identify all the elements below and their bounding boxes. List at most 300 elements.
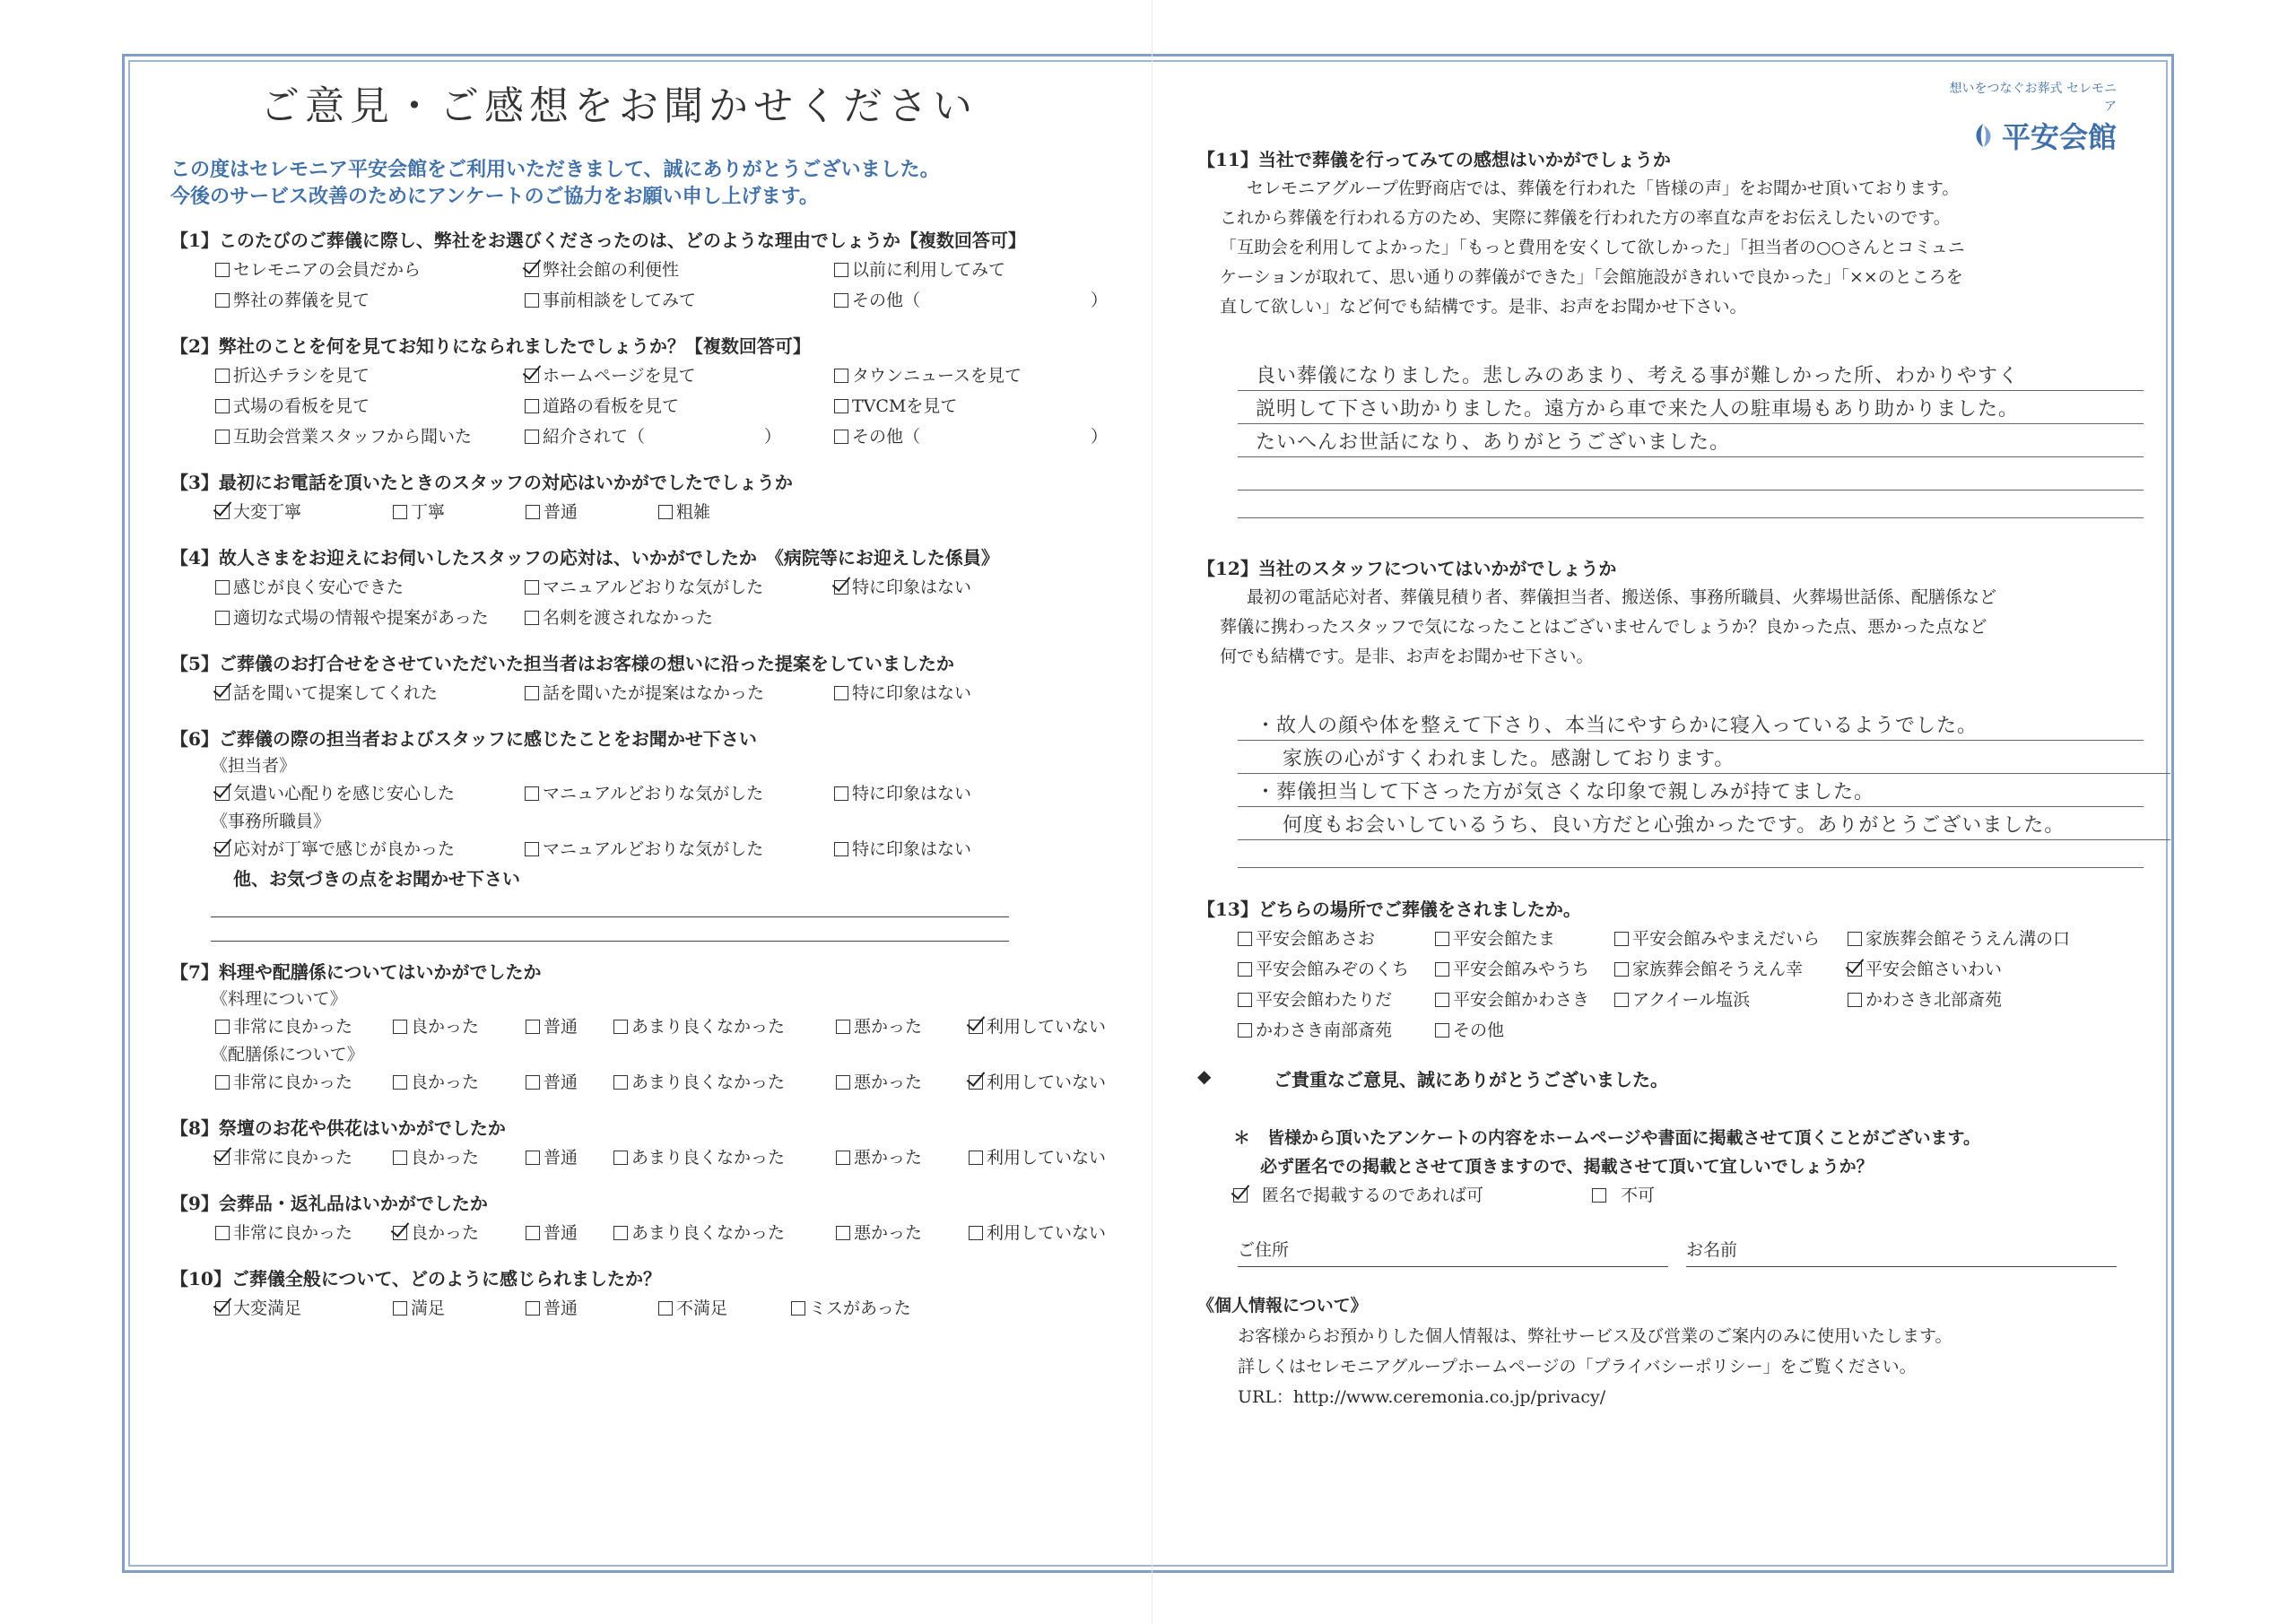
checkbox-icon[interactable] — [1238, 993, 1252, 1007]
checkbox-icon[interactable] — [658, 505, 673, 519]
publish-line: ＊ 皆様から頂いたアンケートの内容をホームページや書面に掲載させて頂くことがございます。 — [1233, 1128, 1980, 1148]
q4-option[interactable] — [525, 603, 834, 633]
q7-option[interactable] — [836, 1012, 969, 1042]
checkbox-icon[interactable] — [791, 1301, 805, 1316]
option-label: 大変丁寧 — [233, 502, 302, 522]
checkbox-icon[interactable] — [215, 580, 230, 595]
option-label: かわさき北部斎苑 — [1866, 990, 2003, 1010]
checkbox-icon[interactable] — [1238, 962, 1252, 977]
handwritten-answer-line[interactable]: 家族の心がすくわれました。感謝しております。 — [1238, 741, 2170, 774]
option-label: 普通 — [544, 1017, 578, 1037]
diamond-icon: ◆ — [1197, 1065, 1212, 1087]
checkbox-checked-icon[interactable] — [525, 369, 539, 383]
question-8 — [170, 1114, 1130, 1173]
name-field[interactable] — [1686, 1237, 2117, 1267]
checkbox-checked-icon[interactable] — [215, 505, 230, 519]
checkbox-icon[interactable] — [215, 369, 230, 383]
q9-option[interactable] — [613, 1218, 836, 1248]
option-label: 紹介されて（ ） — [543, 427, 782, 447]
option-label: セレモニアの会員だから — [233, 260, 422, 280]
option-label: 利用していない — [987, 1223, 1107, 1243]
checkbox-icon[interactable] — [526, 1226, 540, 1240]
q9-option[interactable] — [969, 1218, 1121, 1248]
sub-label: 《事務所職員》 — [211, 812, 331, 831]
option-label: 悪かった — [854, 1148, 923, 1168]
option-label: 不可 — [1621, 1185, 1656, 1205]
q2-option[interactable] — [834, 391, 1121, 421]
question-11 — [1197, 145, 2139, 518]
question-label: 【11】当社で葬儀を行ってみての感想はいかがでしょうか — [1197, 149, 1671, 170]
question-6 — [170, 725, 1130, 942]
question-label: 【8】祭壇のお花や供花はいかがでしたか — [170, 1117, 506, 1139]
q3-option[interactable] — [215, 497, 393, 527]
checkbox-icon[interactable] — [526, 1151, 540, 1165]
checkbox-icon[interactable] — [1435, 1023, 1449, 1038]
checkbox-icon[interactable] — [393, 1020, 407, 1034]
option-label: 丁寧 — [411, 502, 446, 522]
checkbox-icon[interactable] — [613, 1226, 628, 1240]
sub-label: 《担当者》 — [211, 756, 297, 776]
description-line: ケーションが取れて、思い通りの葬儀ができた」「会館施設がきれいで良かった」「××のところを — [1220, 267, 1963, 287]
privacy-line: お客様からお預かりした個人情報は、弊社サービス及び営業のご案内のみに使用いたします。 — [1238, 1326, 1952, 1346]
option-label: 普通 — [544, 1148, 578, 1168]
checkbox-icon[interactable] — [1592, 1188, 1606, 1203]
checkbox-checked-icon[interactable] — [834, 580, 848, 595]
option-label: 不満足 — [676, 1298, 728, 1318]
q10-option[interactable] — [526, 1293, 658, 1324]
option-label: 平安会館みやうち — [1453, 960, 1590, 979]
q7-option[interactable] — [215, 1012, 393, 1042]
handwritten-answer-line[interactable]: 良い葬儀になりました。悲しみのあまり、考える事が難しかった所、わかりやすく — [1238, 358, 2144, 391]
option-label: 話を聞いて提案してくれた — [233, 683, 439, 703]
contact-fields — [1238, 1237, 2139, 1267]
checkbox-icon[interactable] — [834, 263, 848, 277]
option-label: 特に印象はない — [852, 683, 972, 703]
q6-option[interactable] — [834, 778, 1121, 809]
handwritten-answer-line[interactable] — [1238, 457, 2144, 491]
publish-no-option[interactable] — [1592, 1181, 1655, 1210]
checkbox-icon[interactable] — [393, 1301, 407, 1316]
q9-option[interactable] — [215, 1218, 393, 1248]
q1-option[interactable] — [525, 255, 834, 285]
privacy-url-link[interactable]: URL：http://www.ceremonia.co.jp/privacy/ — [1238, 1387, 1606, 1407]
privacy-line: 詳しくはセレモニアグループホームページの「プライバシーポリシー」をご覧ください。 — [1238, 1357, 1917, 1376]
option-label: TVCMを見て — [852, 396, 958, 416]
option-label: 気遣い心配りを感じ安心した — [233, 784, 456, 803]
q10-option[interactable] — [215, 1293, 393, 1324]
q2-option[interactable] — [834, 360, 1121, 391]
handwritten-answer-line[interactable]: ・故人の顔や体を整えて下さり、本当にやすらかに寝入っているようでした。 — [1238, 708, 2144, 741]
checkbox-icon[interactable] — [1435, 932, 1449, 946]
q4-option[interactable] — [525, 572, 834, 603]
q6-option[interactable] — [525, 778, 834, 809]
q7-option[interactable] — [393, 1067, 526, 1098]
checkbox-icon[interactable] — [613, 1020, 628, 1034]
question-label: 【1】このたびのご葬儀に際し、弊社をお選びくださったのは、どのような理由でしょうか【複数回答可】 — [170, 230, 1026, 251]
option-label: 平安会館かわさき — [1453, 990, 1590, 1010]
q6-option[interactable] — [215, 834, 525, 864]
q3-option[interactable] — [658, 497, 791, 527]
option-label: 普通 — [544, 1298, 578, 1318]
option-label: 非常に良かった — [233, 1223, 353, 1243]
checkbox-icon[interactable] — [836, 1020, 850, 1034]
checkbox-checked-icon[interactable] — [215, 1301, 230, 1316]
handwritten-answer-line[interactable]: たいへんお世話になり、ありがとうございました。 — [1238, 424, 2144, 457]
option-label: 感じが良く安心できた — [233, 578, 404, 597]
q1-option[interactable] — [834, 255, 1121, 285]
checkbox-icon[interactable] — [836, 1226, 850, 1240]
checkbox-icon[interactable] — [215, 1075, 230, 1090]
q9-option[interactable] — [393, 1218, 526, 1248]
q7-option[interactable] — [836, 1067, 969, 1098]
q9-option[interactable] — [836, 1218, 969, 1248]
publish-line: 必ず匿名での掲載とさせて頂きますので、掲載させて頂いて宜しいでしょうか？ — [1260, 1157, 1874, 1177]
publish-consent — [1233, 1124, 2139, 1210]
q10-option[interactable] — [393, 1293, 526, 1324]
thanks-text: ご貴重なご意見、誠にありがとうございました。 — [1274, 1069, 1668, 1090]
option-label: マニュアルどおりな気がした — [543, 784, 764, 803]
address-label: ご住所 — [1238, 1240, 1290, 1260]
option-label: あまり良くなかった — [631, 1223, 786, 1243]
checkbox-icon[interactable] — [834, 686, 848, 700]
option-label: 平安会館さいわい — [1866, 960, 2003, 979]
option-label: 匿名で掲載するのであれば可 — [1262, 1185, 1484, 1205]
question-2 — [170, 332, 1130, 452]
q13-option[interactable] — [1848, 985, 2090, 1015]
option-label: 平安会館みやまえだいら — [1632, 929, 1821, 949]
q13-option[interactable] — [1435, 1015, 1614, 1046]
q2-option[interactable] — [834, 421, 1121, 452]
option-label: 非常に良かった — [233, 1073, 353, 1092]
option-label: あまり良くなかった — [631, 1017, 786, 1037]
q9-option[interactable] — [526, 1218, 613, 1248]
q5-option[interactable] — [215, 678, 525, 708]
checkbox-icon[interactable] — [1435, 993, 1449, 1007]
option-label: 平安会館みぞのくち — [1256, 960, 1410, 979]
option-label: 満足 — [411, 1298, 446, 1318]
q13-option[interactable] — [1435, 924, 1614, 954]
question-label: 【12】当社のスタッフについてはいかがでしょうか — [1197, 558, 1617, 579]
checkbox-icon[interactable] — [215, 430, 230, 444]
checkbox-icon[interactable] — [393, 1151, 407, 1165]
q4-option[interactable] — [834, 572, 1121, 603]
q7-option[interactable] — [526, 1012, 613, 1042]
publish-yes-option[interactable] — [1233, 1181, 1592, 1210]
checkbox-checked-icon[interactable] — [215, 1151, 230, 1165]
q1-option[interactable] — [834, 285, 1121, 316]
q8-option[interactable] — [393, 1142, 526, 1173]
checkbox-checked-icon[interactable] — [969, 1075, 983, 1090]
option-label: 応対が丁寧で感じが良かった — [233, 839, 456, 859]
question-label: 【3】最初にお電話を頂いたときのスタッフの対応はいかがでしたでしょうか — [170, 472, 793, 493]
description-line: 何でも結構です。是非、お声をお聞かせ下さい。 — [1220, 647, 1594, 666]
checkbox-icon[interactable] — [1848, 993, 1862, 1007]
option-label: 平安会館わたりだ — [1256, 990, 1393, 1010]
address-field[interactable] — [1238, 1237, 1668, 1267]
question-5 — [170, 649, 1130, 708]
answer-line[interactable] — [1238, 840, 2144, 868]
checkbox-icon[interactable] — [525, 786, 539, 801]
option-label: 平安会館あさお — [1256, 929, 1376, 949]
question-label: 【7】料理や配膳係についてはいかがでしたか — [170, 961, 542, 983]
question-label: 【13】どちらの場所でご葬儀をされましたか。 — [1197, 899, 1581, 920]
checkbox-icon[interactable] — [1435, 962, 1449, 977]
checkbox-icon[interactable] — [526, 505, 540, 519]
option-label: 家族葬会館そうえん幸 — [1632, 960, 1804, 979]
option-label: 悪かった — [854, 1017, 923, 1037]
handwritten-answer-line[interactable]: 何度もお会いしているうち、良い方だと心強かったです。ありがとうございました。 — [1238, 807, 2170, 840]
q13-option[interactable] — [1238, 924, 1435, 954]
checkbox-icon[interactable] — [1614, 993, 1629, 1007]
q2-option[interactable] — [215, 421, 525, 452]
option-label: 普通 — [544, 1073, 578, 1092]
left-page — [170, 63, 1130, 1324]
option-label: 弊社の葬儀を見て — [233, 291, 370, 310]
q13-option[interactable] — [1435, 985, 1614, 1015]
comment-line[interactable] — [211, 893, 1009, 917]
q7-option[interactable] — [215, 1067, 393, 1098]
q11-description — [1220, 174, 2139, 322]
question-10 — [170, 1264, 1130, 1324]
q13-option[interactable] — [1614, 985, 1848, 1015]
intro-line: 今後のサービス改善のためにアンケートのご協力をお願い申し上げます。 — [170, 185, 819, 208]
q4-option[interactable] — [215, 603, 525, 633]
checkbox-icon[interactable] — [834, 399, 848, 413]
question-13 — [1197, 895, 2139, 1046]
checkbox-icon[interactable] — [526, 1075, 540, 1090]
q8-option[interactable] — [969, 1142, 1121, 1173]
option-label: あまり良くなかった — [631, 1148, 786, 1168]
option-label: マニュアルどおりな気がした — [543, 839, 764, 859]
q2-option[interactable] — [525, 360, 834, 391]
checkbox-icon[interactable] — [215, 1226, 230, 1240]
q5-option[interactable] — [525, 678, 834, 708]
checkbox-icon[interactable] — [525, 611, 539, 625]
checkbox-icon[interactable] — [525, 293, 539, 308]
option-label: 利用していない — [987, 1148, 1107, 1168]
option-label: 特に印象はない — [852, 784, 972, 803]
comment-line[interactable] — [211, 917, 1009, 942]
checkbox-checked-icon[interactable] — [215, 842, 230, 856]
option-label: 式場の看板を見て — [233, 396, 370, 416]
q8-option[interactable] — [215, 1142, 393, 1173]
checkbox-checked-icon[interactable] — [215, 686, 230, 700]
checkbox-icon[interactable] — [393, 1075, 407, 1090]
checkbox-icon[interactable] — [1614, 932, 1629, 946]
option-label: ミスがあった — [809, 1298, 911, 1318]
logo-tagline: 想いをつなぐお葬式 セレモニア — [1949, 82, 2117, 114]
option-label: 粗雑 — [676, 502, 711, 522]
q6-option[interactable] — [525, 834, 834, 864]
checkbox-icon[interactable] — [215, 399, 230, 413]
option-label: 良かった — [411, 1223, 480, 1243]
checkbox-icon[interactable] — [1238, 1023, 1252, 1038]
q2-option[interactable] — [525, 421, 834, 452]
checkbox-icon[interactable] — [969, 1226, 983, 1240]
option-label: その他（ ） — [852, 291, 1109, 310]
option-label: 話を聞いたが提案はなかった — [543, 683, 765, 703]
checkbox-icon[interactable] — [526, 1301, 540, 1316]
q7-option[interactable] — [613, 1012, 836, 1042]
q7-option[interactable] — [613, 1067, 836, 1098]
logo-name: 平安会館 — [2001, 120, 2117, 154]
option-label: 大変満足 — [233, 1298, 302, 1318]
q6-option[interactable] — [215, 778, 525, 809]
thanks-row — [1197, 1065, 2139, 1091]
description-line: これから葬儀を行われる方のため、実際に葬儀を行われた方の率直な声をお伝えしたいのです。 — [1220, 208, 1951, 228]
checkbox-icon[interactable] — [969, 1151, 983, 1165]
q1-option[interactable] — [215, 285, 525, 316]
option-label: その他（ ） — [852, 427, 1109, 447]
q7-option[interactable] — [969, 1012, 1121, 1042]
option-label: 普通 — [544, 502, 578, 522]
checkbox-icon[interactable] — [215, 1020, 230, 1034]
q8-option[interactable] — [836, 1142, 969, 1173]
checkbox-icon[interactable] — [836, 1151, 850, 1165]
page-title: ご意見・ご感想をお聞かせください — [260, 83, 978, 129]
option-label: あまり良くなかった — [631, 1073, 786, 1092]
checkbox-icon[interactable] — [834, 293, 848, 308]
q13-option[interactable] — [1238, 1015, 1435, 1046]
checkbox-icon[interactable] — [613, 1075, 628, 1090]
q13-option[interactable] — [1435, 954, 1614, 985]
checkbox-icon[interactable] — [525, 430, 539, 444]
description-line: セレモニアグループ佐野商店では、葬儀を行われた「皆様の声」をお聞かせ頂いております。 — [1247, 178, 1960, 198]
q8-option[interactable] — [613, 1142, 836, 1173]
checkbox-icon[interactable] — [525, 686, 539, 700]
option-label: 特に印象はない — [852, 578, 972, 597]
q2-option[interactable] — [215, 360, 525, 391]
q13-option[interactable] — [1614, 954, 1848, 985]
intro — [170, 156, 1130, 210]
question-12 — [1197, 554, 2139, 868]
q13-option[interactable] — [1614, 924, 1848, 954]
checkbox-icon[interactable] — [1614, 962, 1629, 977]
checkbox-checked-icon[interactable] — [393, 1226, 407, 1240]
intro-line: この度はセレモニア平安会館をご利用いただきまして、誠にありがとうございました。 — [170, 158, 940, 181]
option-label: 良かった — [411, 1148, 480, 1168]
q7-option[interactable] — [393, 1012, 526, 1042]
q13-option[interactable] — [1238, 954, 1435, 985]
checkbox-icon[interactable] — [1848, 932, 1862, 946]
question-label: 【10】ご葬儀全般について、どのように感じられましたか？ — [170, 1268, 662, 1290]
checkbox-icon[interactable] — [215, 263, 230, 277]
option-label: 平安会館たま — [1453, 929, 1556, 949]
checkbox-icon[interactable] — [525, 580, 539, 595]
checkbox-icon[interactable] — [393, 505, 407, 519]
checkbox-icon[interactable] — [1238, 932, 1252, 946]
privacy-title: 《個人情報について》 — [1197, 1296, 1368, 1316]
option-label: 家族葬会館そうえん溝の口 — [1866, 929, 2071, 949]
option-label: マニュアルどおりな気がした — [543, 578, 764, 597]
option-label: 非常に良かった — [233, 1017, 353, 1037]
option-label: 悪かった — [854, 1073, 923, 1092]
checkbox-icon[interactable] — [836, 1075, 850, 1090]
checkbox-icon[interactable] — [215, 611, 230, 625]
checkbox-icon[interactable] — [526, 1020, 540, 1034]
q10-option[interactable] — [791, 1293, 944, 1324]
q6-option[interactable] — [834, 834, 1121, 864]
option-label: 普通 — [544, 1223, 578, 1243]
option-label: 名刺を渡されなかった — [543, 608, 714, 628]
q8-option[interactable] — [526, 1142, 613, 1173]
other-comments-label: 他、お気づきの点をお聞かせ下さい — [233, 868, 520, 890]
option-label: その他 — [1453, 1020, 1505, 1040]
checkbox-icon[interactable] — [834, 430, 848, 444]
checkbox-checked-icon[interactable] — [1233, 1188, 1248, 1203]
answer-line[interactable] — [1238, 491, 2144, 518]
checkbox-checked-icon[interactable] — [525, 263, 539, 277]
q5-option[interactable] — [834, 678, 1121, 708]
description-line: 葬儀に携わったスタッフで気になったことはございませんでしょうか？良かった点、悪かった点など — [1220, 617, 1987, 637]
option-label: タウンニュースを見て — [852, 366, 1022, 386]
checkbox-icon[interactable] — [525, 842, 539, 856]
question-1 — [170, 226, 1130, 316]
question-7 — [170, 958, 1130, 1098]
option-label: 事前相談をしてみて — [543, 291, 697, 310]
name-label: お名前 — [1686, 1240, 1738, 1260]
q3-option[interactable] — [526, 497, 658, 527]
question-4 — [170, 543, 1130, 633]
handwritten-answer-line[interactable]: 説明して下さい助かりました。遠方から車で来た人の駐車場もあり助かりました。 — [1238, 391, 2144, 424]
question-label: 【6】ご葬儀の際の担当者およびスタッフに感じたことをお聞かせ下さい — [170, 728, 757, 750]
option-label: かわさき南部斎苑 — [1256, 1020, 1393, 1040]
checkbox-icon[interactable] — [525, 399, 539, 413]
q4-option[interactable] — [215, 572, 525, 603]
description-line: 直して欲しい」など何でも結構です。是非、お声をお聞かせ下さい。 — [1220, 297, 1747, 317]
right-page — [1197, 63, 2139, 1412]
option-label: 非常に良かった — [233, 1148, 353, 1168]
q2-option[interactable] — [215, 391, 525, 421]
q13-option[interactable] — [1238, 985, 1435, 1015]
option-label: 利用していない — [987, 1017, 1107, 1037]
q12-description — [1220, 583, 2139, 672]
checkbox-icon[interactable] — [215, 293, 230, 308]
sub-label: 《料理について》 — [211, 989, 347, 1009]
checkbox-checked-icon[interactable] — [1848, 962, 1862, 977]
option-label: 以前に利用してみて — [852, 260, 1006, 280]
checkbox-icon[interactable] — [658, 1301, 673, 1316]
q13-option[interactable] — [1848, 924, 2090, 954]
checkbox-icon[interactable] — [834, 369, 848, 383]
q3-option[interactable] — [393, 497, 526, 527]
option-label: ホームページを見て — [543, 366, 696, 386]
q7-option[interactable] — [969, 1067, 1121, 1098]
checkbox-checked-icon[interactable] — [215, 786, 230, 801]
q7-option[interactable] — [526, 1067, 613, 1098]
description-line: 最初の電話応対者、葬儀見積り者、葬儀担当者、搬送係、事務所職員、火葬場世話係、配膳係など — [1247, 587, 1997, 607]
option-label: 特に印象はない — [852, 839, 972, 859]
q1-option[interactable] — [525, 285, 834, 316]
checkbox-icon[interactable] — [834, 786, 848, 801]
option-label: 互助会営業スタッフから聞いた — [233, 427, 473, 447]
option-label: 適切な式場の情報や提案があった — [233, 608, 489, 628]
checkbox-icon[interactable] — [834, 842, 848, 856]
q1-option[interactable] — [215, 255, 525, 285]
option-label: 弊社会館の利便性 — [543, 260, 680, 280]
checkbox-icon[interactable] — [613, 1151, 628, 1165]
option-label: 利用していない — [987, 1073, 1107, 1092]
q2-option[interactable] — [525, 391, 834, 421]
handwritten-answer-line[interactable]: ・葬儀担当して下さった方が気さくな印象で親しみが持てました。 — [1238, 774, 2144, 807]
description-line: 「互助会を利用してよかった」「もっと費用を安くして欲しかった」「担当者の○○さんとコミュニ — [1220, 238, 1965, 257]
q10-option[interactable] — [658, 1293, 791, 1324]
checkbox-checked-icon[interactable] — [969, 1020, 983, 1034]
q13-option[interactable] — [1848, 954, 2090, 985]
option-label: アクイール塩浜 — [1632, 990, 1751, 1010]
question-3 — [170, 468, 1130, 527]
option-label: 良かった — [411, 1073, 480, 1092]
